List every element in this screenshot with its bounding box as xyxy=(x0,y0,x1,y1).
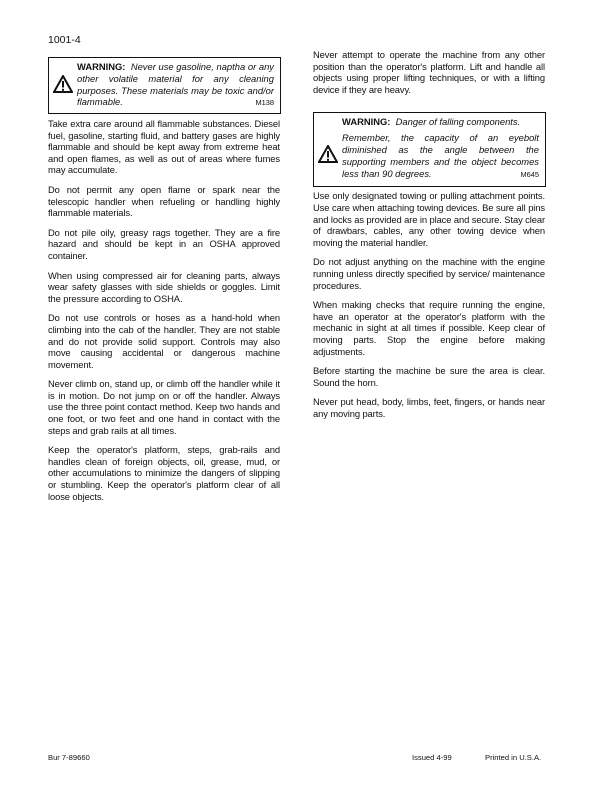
warning-headline-line xyxy=(342,116,539,128)
paragraph: Keep the operator's platform, steps, grab-rails and handles clean of foreign objects, oil, grease, mud, or other accumulations to minimize the dangers of slipping or stumbling. Keep the operator's platform clear of all loose objects. xyxy=(48,444,280,502)
footer-printed: Printed in U.S.A. xyxy=(485,753,542,762)
footer-doc-number: Bur 7-89660 xyxy=(48,753,90,762)
warning-code: M138 xyxy=(255,98,274,108)
paragraph: Never climb on, stand up, or climb off the handler while it is in motion. Do not jump on or off the handler. Always use the three point contact method. Keep two hands and one foot, or two feet and one hand in contact with the steps and grab rails at all times. xyxy=(48,378,280,436)
warning-message: Remember, the capacity of an eyebolt diminished as the angle between the supporting members and the object becomes less than 90 degrees. xyxy=(342,132,539,179)
paragraph: Do not use controls or hoses as a hand-hold when climbing into the cab of the handler. They are not stable and do not provide solid support. Controls may also move causing accidental or dangerous machine movement. xyxy=(48,312,280,370)
footer-issued: Issued 4-99 xyxy=(412,753,452,762)
paragraph: Never put head, body, limbs, feet, fingers, or hands near any moving parts. xyxy=(313,396,545,419)
paragraph: Before starting the machine be sure the area is clear. Sound the horn. xyxy=(313,365,545,388)
paragraph: Do not adjust anything on the machine with the engine running unless directly specified by service/ maintenance procedures. xyxy=(313,256,545,291)
warning-box-flammable xyxy=(48,57,281,114)
paragraph: When using compressed air for cleaning parts, always wear safety glasses with side shields or goggles. Limit the pressure according to OSHA. xyxy=(48,269,280,304)
warning-code: M645 xyxy=(520,169,539,179)
warning-box-falling-components xyxy=(313,112,546,187)
paragraph: Do not permit any open flame or spark near the telescopic handler when refueling or handling highly flammable materials. xyxy=(48,183,280,219)
right-column xyxy=(313,49,545,427)
paragraph: Take extra care around all flammable substances. Diesel fuel, gasoline, starting fluid, and battery gases are highly flammable and should be kept away from extreme heat and open flames, as well as out of areas where fumes may accumulate. xyxy=(48,118,280,176)
paragraph: Do not pile oily, greasy rags together. They are a fire hazard and should be kept in an OSHA approved container. xyxy=(48,226,280,261)
warning-triangle-icon xyxy=(53,75,73,93)
paragraph: When making checks that require running the engine, have an operator at the operator's platform with the mechanic in sight at all times if possible. Keep clear of moving parts. Stop the engine before making adjustments. xyxy=(313,299,545,357)
page-number: 1001-4 xyxy=(48,34,81,46)
warning-triangle-icon xyxy=(318,145,338,163)
warning-text xyxy=(77,61,274,108)
warning-message: Never use gasoline, naptha or any other volatile material for any cleaning purposes. These materials may be toxic and/or flammable. xyxy=(77,61,274,108)
left-column xyxy=(48,57,280,510)
warning-text xyxy=(342,116,539,179)
warning-headline: Danger of falling components. xyxy=(395,116,521,128)
paragraph: Use only designated towing or pulling attachment points. Use care when attaching towing devices. Be sure all pins and locks as provided are in place and secure. Stay clear of drawbars, cables, any other towing device when moving the material handler. xyxy=(313,190,545,248)
warning-label: WARNING: xyxy=(77,61,126,72)
warning-label: WARNING: xyxy=(342,116,391,128)
intro-paragraph: Never attempt to operate the machine from any other position than the operator's platform. Lift and handle all objects using proper lifting techniques, or with a lifting device if they are heavy. xyxy=(313,49,545,95)
